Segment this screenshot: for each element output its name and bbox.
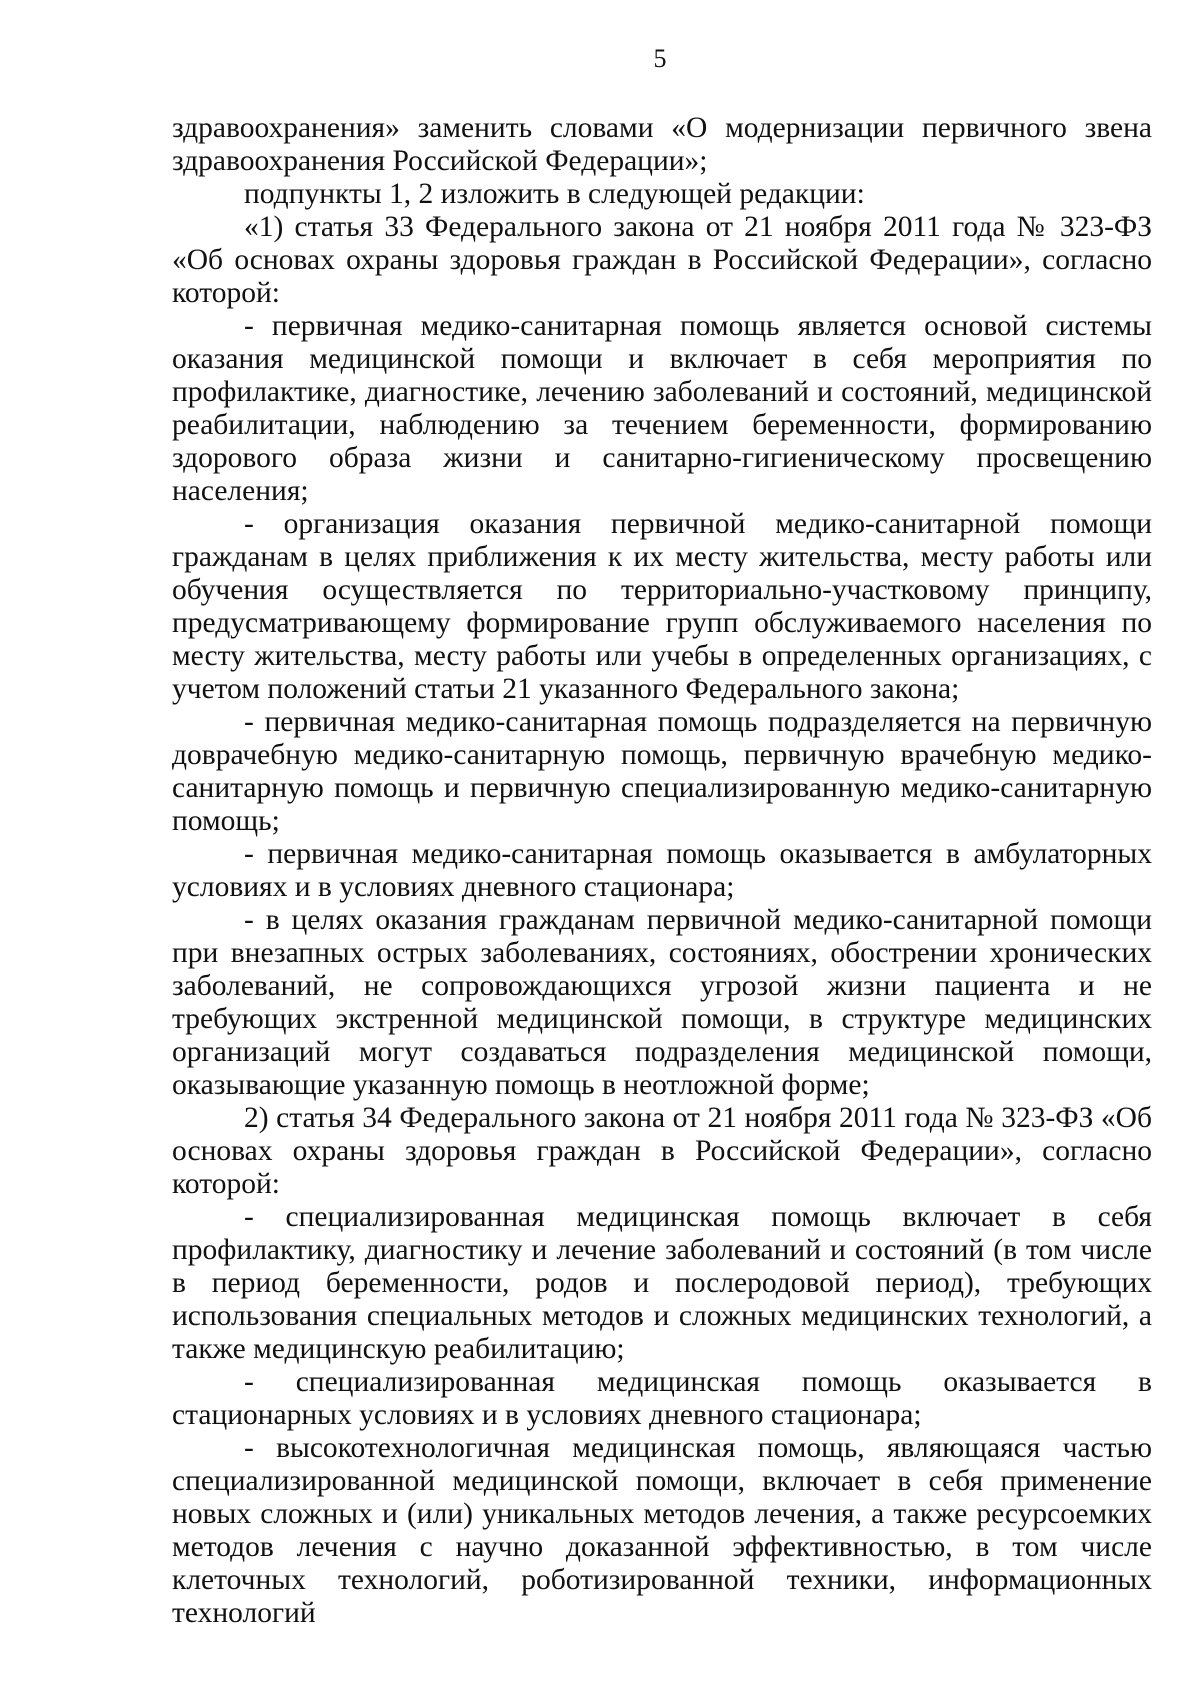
list-item-specialized-care-scope: - специализированная медицинская помощь включает в себя профилактику, диагностику и лечение заболеваний и состояний (в том числе в период беременности, родов и послеродовой период), требующих использования специальных методов и сложных медицинских технологий, а также медицинскую реабилитацию; bbox=[172, 1201, 1152, 1365]
list-item-primary-care-organization: - организация оказания первичной медико-санитарной помощи гражданам в целях приближения к их месту жительства, месту работы или обучения осуществляется по территориально-участковому принципу, предусматривающему формирование групп обслуживаемого населения по месту жительства, месту работы или учебы в определенных организациях, с учетом положений статьи 21 указанного Федерального закона; bbox=[172, 508, 1152, 705]
list-item-specialized-care-conditions: - специализированная медицинская помощь оказывается в стационарных условиях и в условиях дневного стационара; bbox=[172, 1366, 1152, 1431]
list-item-primary-care-basis: - первичная медико-санитарная помощь является основой системы оказания медицинской помощи и включает в себя мероприятия по профилактике, диагностике, лечению заболеваний и состояний, медицинской реабилитации, наблюдению за течением беременности, формированию здорового образа жизни и санитарно-гигиеническому просвещению населения; bbox=[172, 310, 1152, 507]
list-item-urgent-care-units: - в целях оказания гражданам первичной медико-санитарной помощи при внезапных острых заболеваниях, состояниях, обострении хронических заболеваний, не сопровождающихся угрозой жизни пациента и не требующих экстренной медицинской помощи, в структуре медицинских организаций могут создаваться подразделения медицинской помощи, оказывающие указанную помощь в неотложной форме; bbox=[172, 904, 1152, 1101]
list-item-primary-care-types: - первичная медико-санитарная помощь подразделяется на первичную доврачебную медико-санитарную помощь, первичную врачебную медико-санитарную помощь и первичную специализированную медико-санитарную помощь; bbox=[172, 706, 1152, 837]
list-item-high-tech-care: - высокотехнологичная медицинская помощь, являющаяся частью специализированной медицинской помощи, включает в себя применение новых сложных и (или) уникальных методов лечения, а также ресурсоемких методов лечения с научно доказанной эффективностью, в том числе клеточных технологий, роботизированной техники, информационных технологий bbox=[172, 1432, 1152, 1629]
document-body bbox=[172, 112, 1152, 1630]
paragraph-continuation: здравоохранения» заменить словами «О модернизации первичного звена здравоохранения Российской Федерации»; bbox=[172, 112, 1152, 177]
list-item-primary-care-conditions: - первичная медико-санитарная помощь оказывается в амбулаторных условиях и в условиях дневного стационара; bbox=[172, 838, 1152, 903]
paragraph-article-34: 2) статья 34 Федерального закона от 21 ноября 2011 года № 323-ФЗ «Об основах охраны здоровья граждан в Российской Федерации», согласно которой: bbox=[172, 1102, 1152, 1200]
page-number: 5 bbox=[653, 44, 667, 73]
paragraph-article-33: «1) статья 33 Федерального закона от 21 ноября 2011 года № 323-ФЗ «Об основах охраны здоровья граждан в Российской Федерации», согласно которой: bbox=[172, 211, 1152, 309]
paragraph-subitems-intro: подпункты 1, 2 изложить в следующей редакции: bbox=[244, 178, 865, 210]
